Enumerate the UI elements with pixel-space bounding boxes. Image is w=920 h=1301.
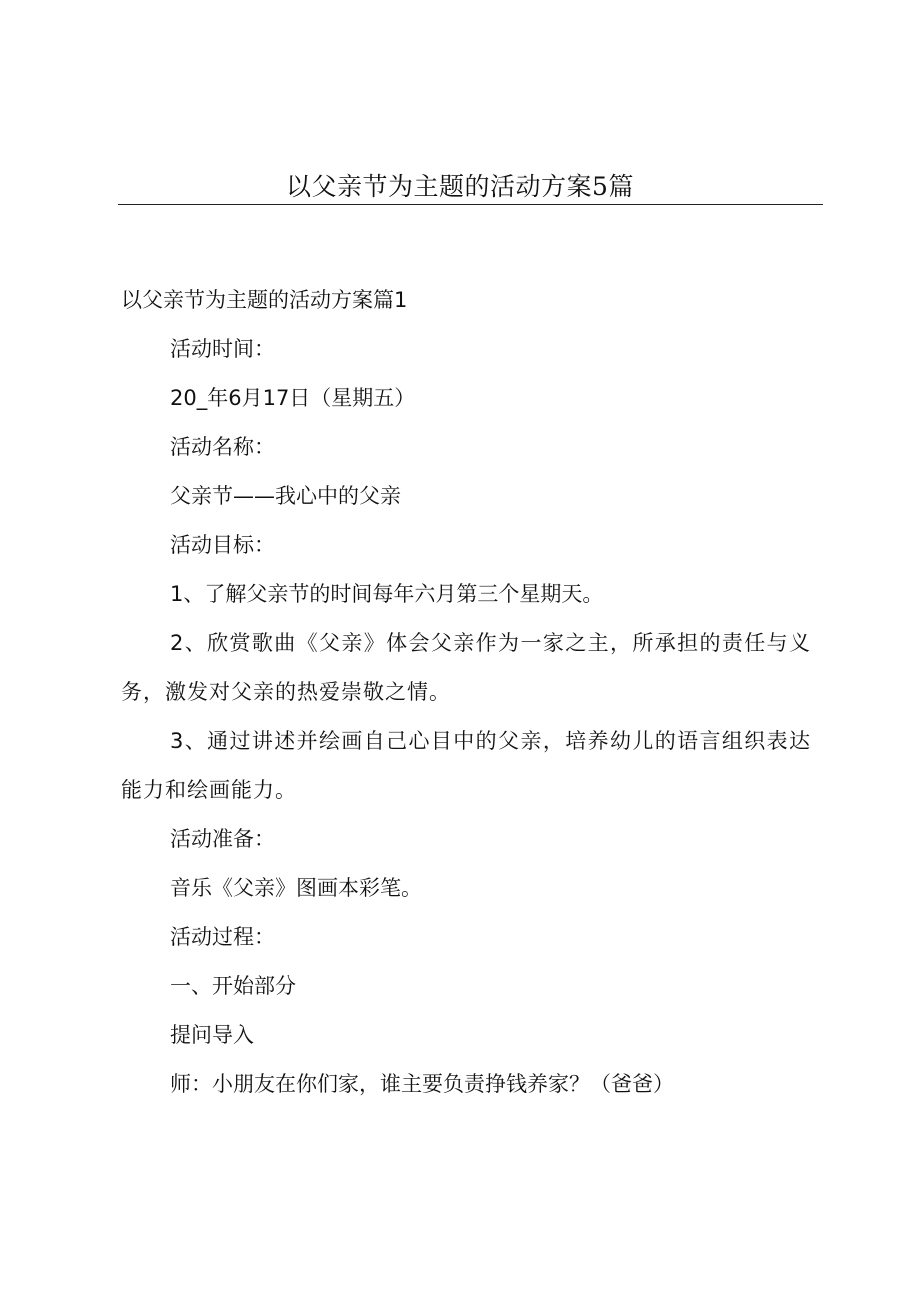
goal-item-1: 1、了解父亲节的时间每年六月第三个星期天。 [170,582,604,606]
time-label: 活动时间： [170,337,275,361]
process-label: 活动过程： [170,925,275,949]
goal-item-2: 2、欣赏歌曲《父亲》体会父亲作为一家之主，所承担的责任与义务，激发对父亲的热爱崇敬之情。 [121,631,811,704]
time-value: 20_年6月17日（星期五） [170,386,416,410]
teacher-question: 师：小朋友在你们家，谁主要负责挣钱养家？（爸爸） [170,1072,674,1096]
document-title: 以父亲节为主题的活动方案5篇 [286,172,634,201]
name-label: 活动名称： [170,435,275,459]
goal-label: 活动目标： [170,533,275,557]
part-1-heading: 一、开始部分 [170,974,296,998]
intro-line: 提问导入 [170,1023,254,1047]
title-underline [118,204,823,205]
document-body [121,276,811,1109]
prep-label: 活动准备： [170,827,275,851]
name-value: 父亲节——我心中的父亲 [170,484,401,508]
goal-item-3: 3、通过讲述并绘画自己心目中的父亲，培养幼儿的语言组织表达能力和绘画能力。 [121,729,811,802]
section-heading: 以父亲节为主题的活动方案篇1 [121,288,408,312]
prep-value: 音乐《父亲》图画本彩笔。 [170,876,422,900]
